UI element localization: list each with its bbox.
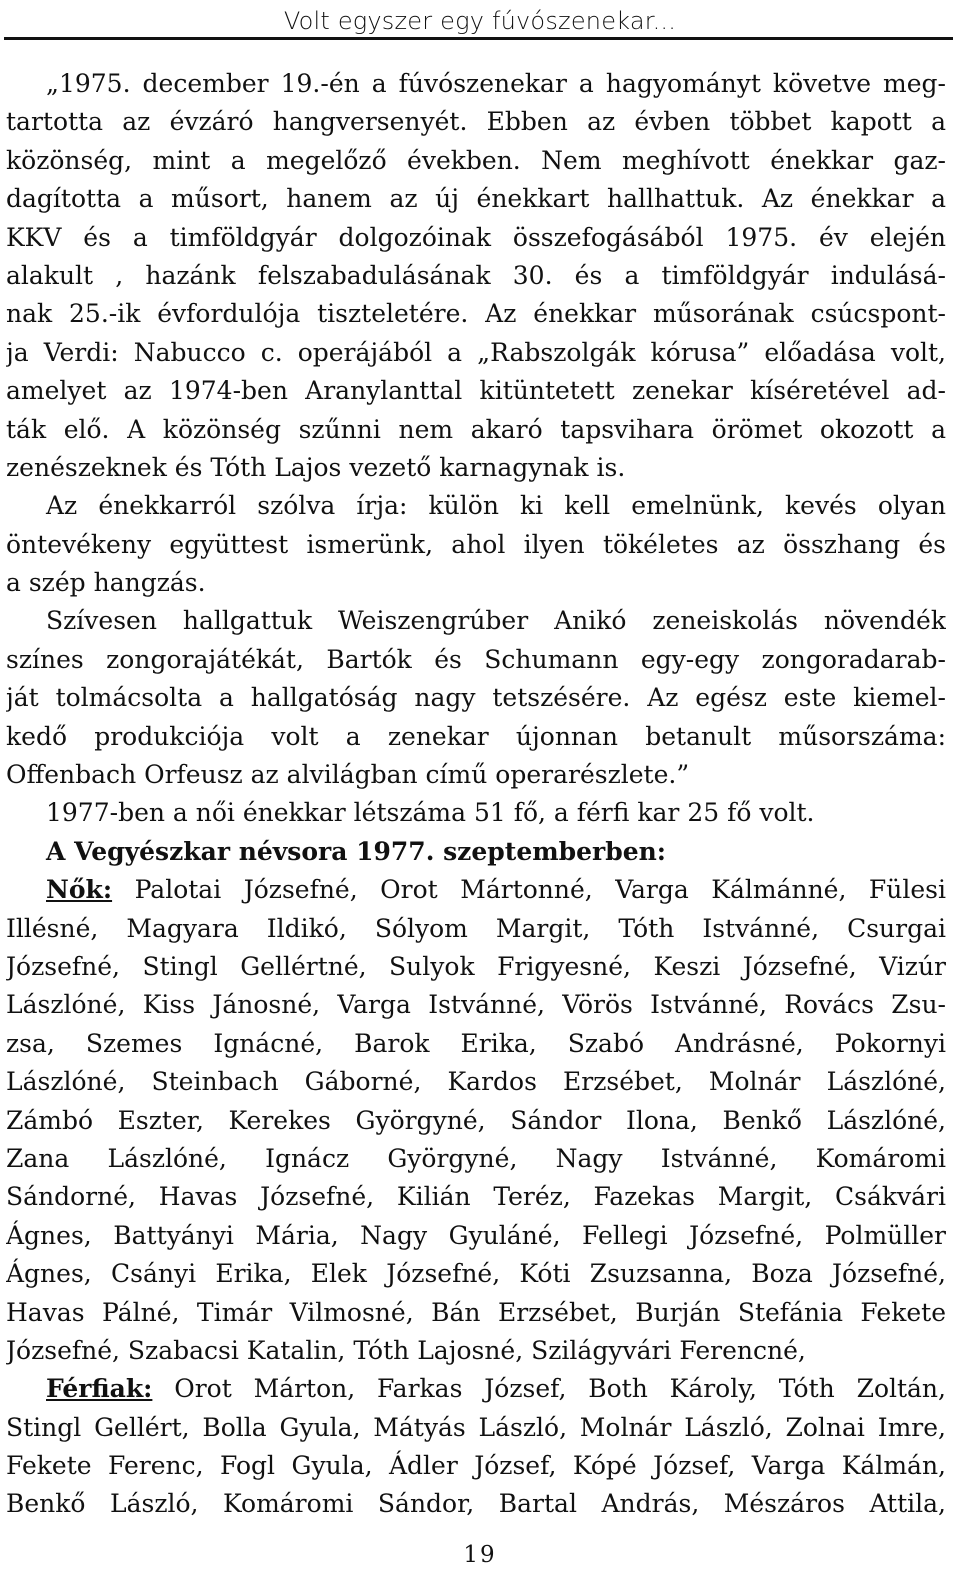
text-line: KKV és a timföldgyár dolgozóinak összefogásából 1975. év elején: [6, 222, 946, 252]
text-line: Szívesen hallgattuk Weiszengrúber Anikó zeneiskolás növendék: [46, 606, 946, 636]
text-line: Benkő László, Komáromi Sándor, Bartal András, Mészáros Attila,: [6, 1489, 946, 1519]
men-label: Férfiak:: [46, 1374, 153, 1404]
text-line: „1975. december 19.-én a fúvószenekar a hagyományt követve meg-: [46, 69, 946, 98]
roster-heading: A Vegyészkar névsora 1977. szeptemberben:: [46, 836, 667, 866]
women-roster-first-line: [6, 871, 946, 909]
text-line: Havas Pálné, Timár Vilmosné, Bán Erzsébet, Burján Stefánia Fekete: [6, 1297, 946, 1327]
text-line: Illésné, Magyara Ildikó, Sólyom Margit, Tóth Istvánné, Csurgai: [6, 913, 946, 943]
roster-line-text: Orot Márton, Farkas József, Both Károly, Tóth Zoltán,: [152, 1374, 946, 1404]
text-line: Az énekkarról szólva írja: külön ki kell emelnünk, kevés olyan: [46, 491, 946, 521]
text-line: Ágnes, Battyányi Mária, Nagy Gyuláné, Fellegi Józsefné, Polmüller: [6, 1220, 946, 1250]
text-line: Stingl Gellért, Bolla Gyula, Mátyás László, Molnár László, Zolnai Imre,: [6, 1412, 946, 1442]
text-line: öntevékeny együttest ismerünk, ahol ilyen tökéletes az összhang és: [6, 529, 946, 559]
page-number: 19: [463, 1542, 497, 1568]
article-body: [6, 65, 946, 1524]
text-line: zsa, Szemes Ignácné, Barok Erika, Szabó Andrásné, Pokornyi: [6, 1028, 946, 1058]
text-line: tartotta az évzáró hangversenyét. Ebben az évben többet kapott a: [6, 107, 946, 137]
header-rule: [4, 37, 953, 40]
text-line: Lászlóné, Kiss Jánosné, Varga Istvánné, Vörös Istvánné, Rovács Zsu-: [6, 990, 946, 1020]
text-line: ját tolmácsolta a hallgatóság nagy tetszésére. Az egész este kiemel-: [6, 683, 946, 713]
text-line: dagította a műsort, hanem az új énekkart hallhattuk. Az énekkar a: [6, 184, 946, 214]
text-line: színes zongorajátékát, Bartók és Schumann egy-egy zongoradarab-: [6, 644, 946, 674]
men-roster-first-line: [6, 1370, 946, 1408]
text-line: Ágnes, Csányi Erika, Elek Józsefné, Kóti Zsuzsanna, Boza Józsefné,: [6, 1259, 946, 1289]
text-line: Offenbach Orfeusz az alvilágban című operarészlete.”: [6, 760, 690, 790]
text-line: Fekete Ferenc, Fogl Gyula, Ádler József, Kópé József, Varga Kálmán,: [6, 1451, 946, 1481]
text-line: Zámbó Eszter, Kerekes Györgyné, Sándor Ilona, Benkő Lászlóné,: [6, 1105, 946, 1135]
text-line: ja Verdi: Nabucco c. operájából a „Rabszolgák kórusa” előadása volt,: [6, 337, 946, 367]
text-line: zenészeknek és Tóth Lajos vezető karnagynak is.: [6, 452, 626, 482]
running-title: Volt egyszer egy fúvószenekar...: [283, 7, 677, 35]
text-line: a szép hangzás.: [6, 568, 206, 598]
text-line: Sándorné, Havas Józsefné, Kilián Teréz, Fazekas Margit, Csákvári: [6, 1182, 946, 1212]
women-label: Nők:: [46, 875, 113, 905]
text-line: Józsefné, Szabacsi Katalin, Tóth Lajosné, Szilágyvári Ferencné,: [6, 1335, 806, 1365]
text-line: ták elő. A közönség szűnni nem akaró tapsvihara örömet okozott a: [6, 414, 946, 444]
text-line: Lászlóné, Steinbach Gáborné, Kardos Erzsébet, Molnár Lászlóné,: [6, 1067, 946, 1097]
text-line: Zana Lászlóné, Ignácz Györgyné, Nagy Istvánné, Komáromi: [6, 1143, 946, 1173]
text-line: amelyet az 1974-ben Aranylanttal kitüntetett zenekar kíséretével ad-: [6, 376, 946, 406]
roster-line-text: Palotai Józsefné, Orot Mártonné, Varga Kálmánné, Fülesi: [112, 875, 946, 905]
text-line: kedő produkciója volt a zenekar újonnan betanult műsorszáma:: [6, 721, 946, 751]
text-line: nak 25.-ik évfordulója tiszteletére. Az énekkar műsorának csúcspont-: [6, 299, 946, 329]
text-line: Józsefné, Stingl Gellértné, Sulyok Frigyesné, Keszi Józsefné, Vizúr: [6, 951, 946, 981]
text-line: alakult , hazánk felszabadulásának 30. és a timföldgyár indulásá-: [6, 260, 946, 290]
text-line: közönség, mint a megelőző években. Nem meghívott énekkar gaz-: [6, 145, 946, 175]
text-line: 1977-ben a női énekkar létszáma 51 fő, a férfi kar 25 fő volt.: [46, 798, 815, 828]
